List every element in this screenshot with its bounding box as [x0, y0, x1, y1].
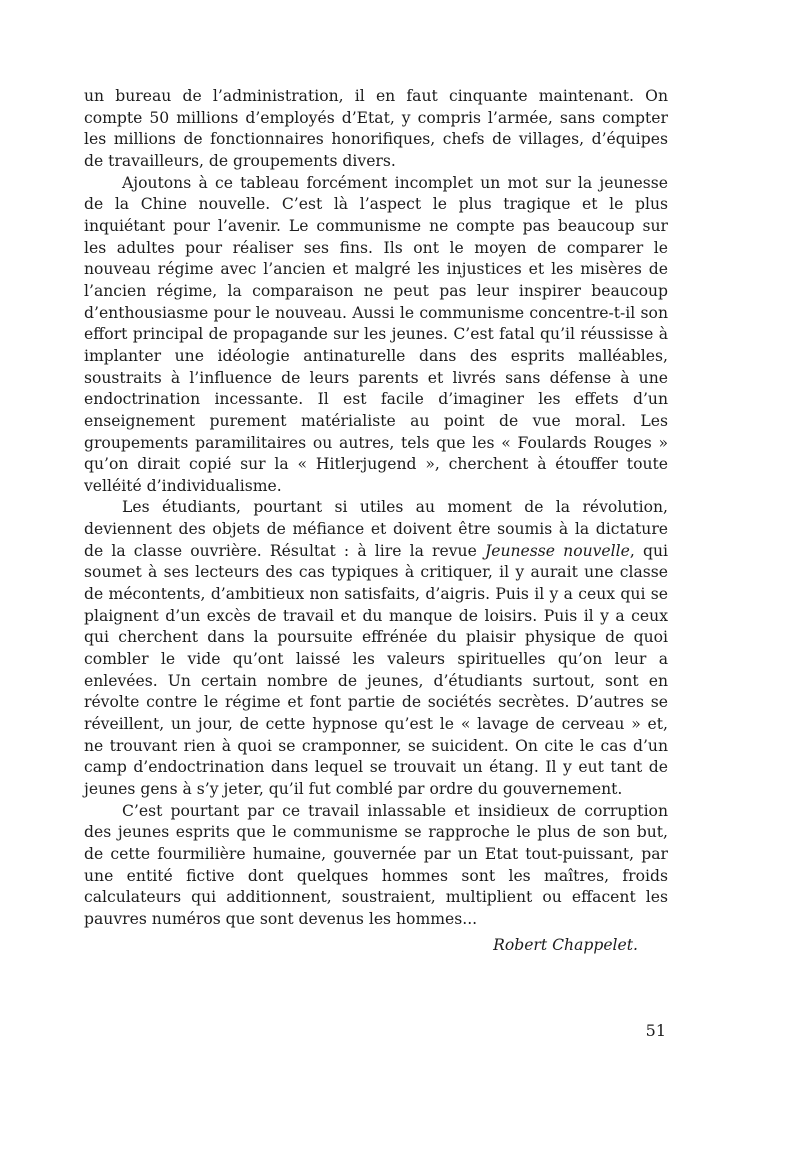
paragraph-2: Ajoutons à ce tableau forcément incomplet un mot sur la jeunesse de la Chine nouvelle. C’est là l’aspect le plus tragique et le plus inquiétant pour l’avenir. Le communisme ne compte pas beaucoup sur les adultes pour réaliser ses fins. Ils ont le moyen de comparer le nouveau régime avec l’ancien et malgré les injustices et les misères de l’ancien régime, la comparaison ne peut pas leur inspirer beaucoup d’enthousiasme pour le nouveau. Aussi le communisme concentre-t-il son effort principal de propagande sur les jeunes. C’est fatal qu’il réussisse à implanter une idéologie antinaturelle dans des esprits malléables, soustraits à l’influence de leurs parents et livrés sans défense à une endoctrination incessante. Il est facile d’imaginer les effets d’un enseignement purement matérialiste au point de vue moral. Les groupements paramilitaires ou autres, tels que les « Foulards Rouges » qu’on dirait copié sur la « Hitlerjugend », cherchent à étouffer toute velléité d’individualisme. — [84, 173, 668, 495]
paragraph-1: un bureau de l’administration, il en faut cinquante maintenant. On compte 50 millions d’employés d’Etat, y compris l’armée, sans compter les millions de fonctionnaires honorifiques, chefs de villages, d’équipes de travailleurs, de groupements divers. — [84, 87, 668, 170]
page-number: 51 — [645, 1021, 666, 1040]
paragraph-3-text-start: Les étudiants, pourtant si utiles au moment de la révolution, deviennent des objets de méfiance et doivent être soumis à la dictature de la classe ouvrière. Résultat : à lire la revue — [84, 498, 668, 560]
author-signature: Robert Chappelet. — [493, 935, 638, 954]
paragraph-3-text-end: , qui soumet à ses lecteurs des cas typiques à critiquer, il y aurait une classe de mécontents, d’ambitieux non satisfaits, d’aigris. Puis il y a ceux qui se plaignent d’un excès de travail et du manque de loisirs. Puis il y a ceux qui cherchent dans la poursuite effrénée du plaisir physique de quoi combler le vide qu’ont laissé les valeurs spirituelles qu’on leur a enlevées. Un certain nombre de jeunes, d’étudiants surtout, sont en révolte contre le régime et font partie de sociétés secrètes. D’autres se réveillent, un jour, de cette hypnose qu’est le « lavage de cerveau » et, ne trouvant rien à quoi se cramponner, se suicident. On cite le cas d’un camp d’endoctrination dans lequel se trouvait un étang. Il y eut tant de jeunes gens à s’y jeter, qu’il fut comblé par ordre du gouvernement. — [84, 541, 669, 798]
journal-title: Jeunesse nouvelle — [484, 541, 630, 560]
paragraph-3 — [84, 497, 668, 800]
article-body — [84, 86, 668, 956]
paragraph-4: C’est pourtant par ce travail inlassable et insidieux de corruption des jeunes esprits que le communisme se rapproche le plus de son but, de cette fourmilière humaine, gouvernée par un Etat tout-puissant, par une entité fictive dont quelques hommes sont les maîtres, froids calculateurs qui additionnent, soustraient, multiplient ou effacent les pauvres numéros que sont devenus les hommes... — [84, 801, 668, 928]
